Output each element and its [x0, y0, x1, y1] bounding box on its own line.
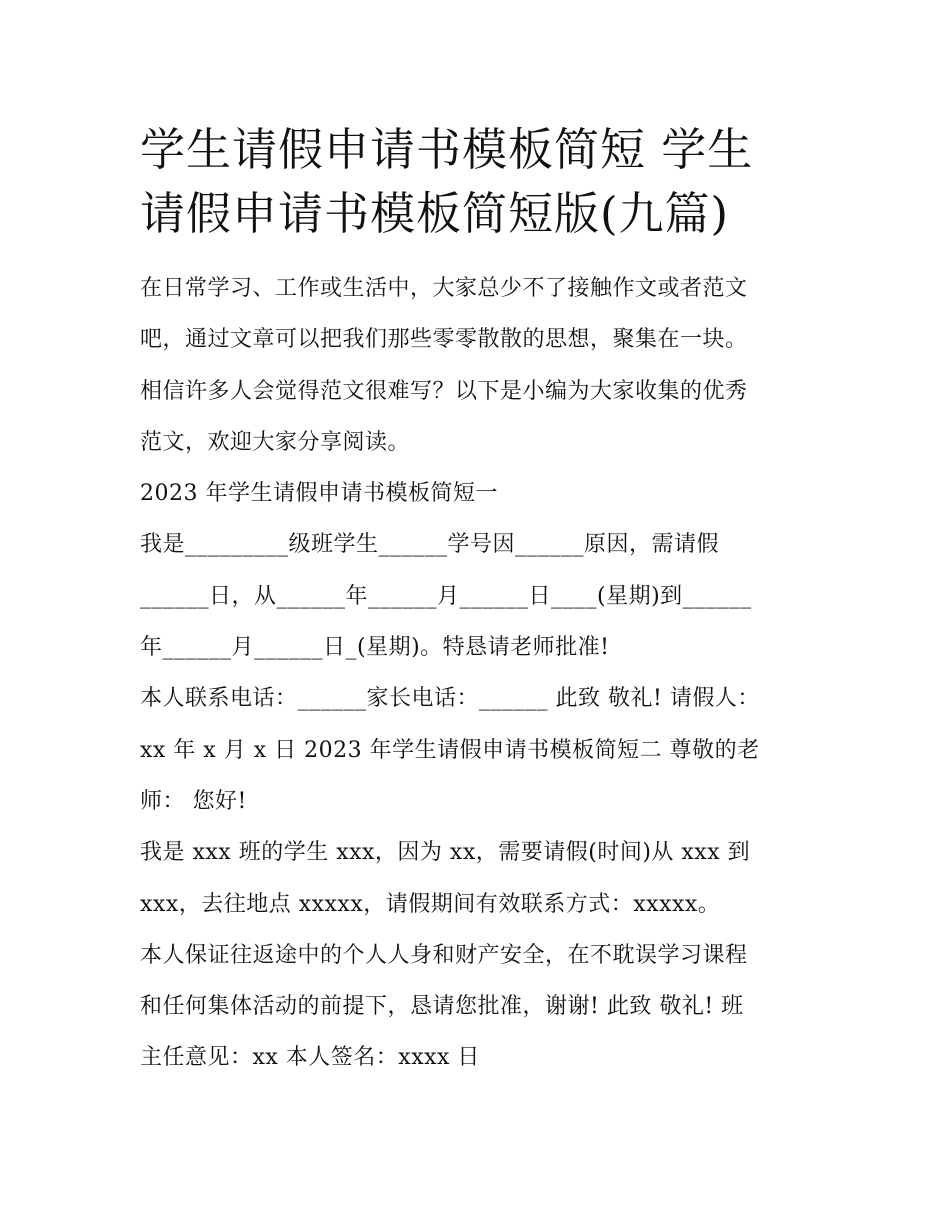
title-line-1: 学生请假申请书模板简短 学生: [140, 123, 754, 176]
body-line: 在日常学习、工作或生活中，大家总少不了接触作文或者范文: [140, 276, 748, 301]
body-line: xx 年 x 月 x 日 2023 年学生请假申请书模板简短二 尊敬的老: [140, 737, 760, 763]
body-line: xxx，去往地点 xxxxx，请假期间有效联系方式：xxxxx。: [140, 891, 721, 917]
title-line-2: 请假申请书模板简短版(九篇): [140, 187, 730, 240]
body-line: 我是 xxx 班的学生 xxx，因为 xx，需要请假(时间)从 xxx 到: [140, 840, 751, 866]
document-page: [140, 118, 820, 1084]
document-body: [140, 263, 820, 1084]
body-line: 本人保证往返途中的个人人身和财产安全，在不耽误学习课程: [140, 942, 748, 968]
body-line: ______日，从______年______月______日____(星期)到______: [140, 583, 752, 609]
body-line: 和任何集体活动的前提下，恳请您批准，谢谢! 此致 敬礼! 班: [140, 994, 744, 1020]
body-line: 本人联系电话：______家长电话：______ 此致 敬礼! 请假人：: [140, 686, 760, 712]
document-title: [140, 118, 820, 246]
body-line: 吧，通过文章可以把我们那些零零散散的思想，聚集在一块。: [140, 327, 748, 353]
body-line: 年______月______日_(星期)。特恳请老师批准!: [140, 635, 610, 661]
body-line: 范文，欢迎大家分享阅读。: [140, 429, 411, 455]
body-line: 相信许多人会觉得范文很难写？以下是小编为大家收集的优秀: [140, 378, 748, 404]
body-line: 师： 您好!: [140, 788, 247, 814]
body-line: 主任意见：xx 本人签名：xxxx 日: [140, 1045, 480, 1071]
body-line: 我是_________级班学生______学号因______原因，需请假: [140, 532, 720, 558]
section-heading: 2023 年学生请假申请书模板简短一: [140, 481, 498, 507]
